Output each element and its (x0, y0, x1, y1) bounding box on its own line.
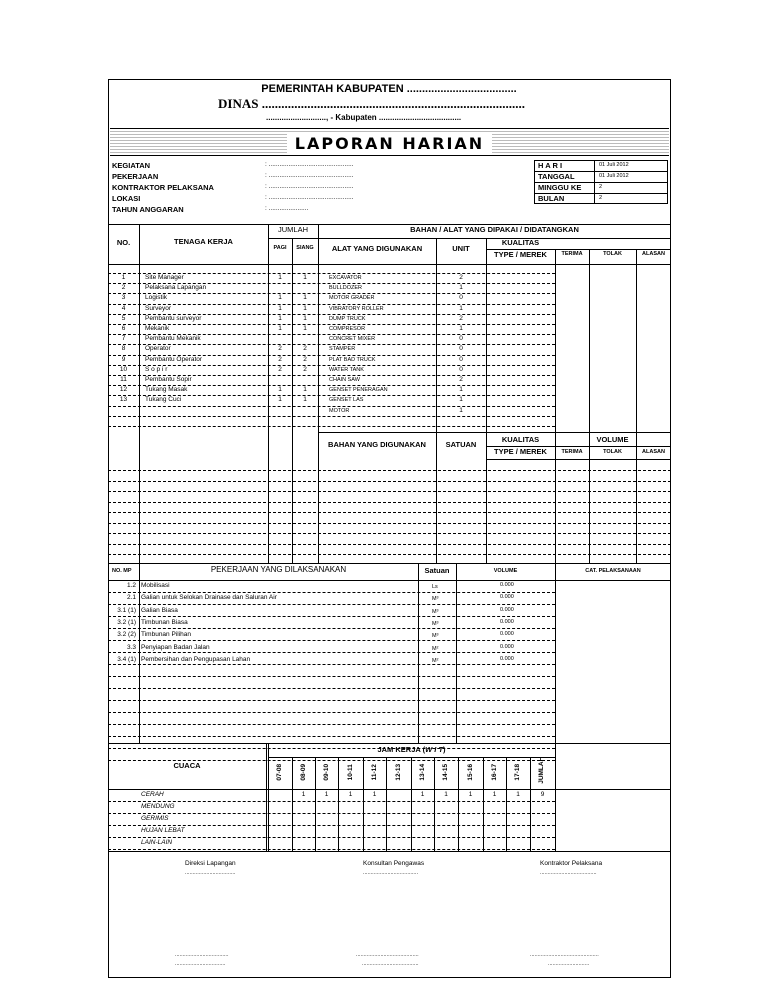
work-no: 2.1 (126, 594, 136, 602)
labor-name: Pembantu Operator (145, 355, 203, 363)
equipment-unit: 0 (459, 355, 463, 363)
rule-line (108, 481, 671, 482)
equipment-name: WATER TANK (329, 366, 364, 373)
equipment-unit: 2 (459, 274, 463, 281)
work-name: Timbunan Pilihan (141, 631, 191, 639)
info-label: KONTRAKTOR PELAKSANA (112, 183, 214, 192)
labor-no: 8 (121, 345, 126, 353)
rule-line (108, 628, 555, 629)
volume-header: VOLUME (596, 435, 629, 444)
info-value: : ............................................... (265, 183, 354, 190)
rule-line (108, 724, 555, 725)
weather-condition: LAIN-LAIN (141, 839, 173, 846)
weather-mark: 1 (468, 791, 473, 798)
work-unit: M³ (432, 620, 439, 627)
kualitas-header: KUALITAS (501, 238, 540, 247)
hour-label: 12-13 (394, 763, 402, 781)
header-line-3: ..........................., - Kabupaten ..................................... (266, 113, 462, 122)
rule-line (108, 688, 555, 689)
signature-nip-line: ................................. (175, 961, 226, 967)
labor-no: 6 (121, 325, 126, 332)
signature-role: Konsultan Pengawas (363, 860, 425, 867)
labor-name: Pembantu Sopir (145, 376, 192, 383)
labor-no: 10 (119, 365, 128, 373)
equipment-unit: 1 (459, 304, 463, 312)
rule-line (108, 652, 555, 653)
column-line (456, 563, 457, 743)
work-no: 3.3 (126, 643, 136, 651)
info-label: TAHUN ANGGARAN (112, 205, 184, 214)
labor-pagi: 2 (278, 345, 282, 353)
rule-line (108, 491, 671, 492)
rule-line (108, 324, 555, 325)
hour-label: 17-18 (513, 763, 521, 781)
labor-pagi: 2 (278, 365, 282, 373)
rule-line (486, 459, 671, 460)
labor-pagi: 1 (278, 314, 282, 322)
rule-line (108, 700, 555, 701)
equipment-name: MOTOR GRADER (329, 295, 375, 302)
labor-siang: 2 (303, 345, 307, 353)
tolak-header: TOLAK (603, 251, 622, 257)
rule-line (555, 249, 671, 250)
weather-mark: 1 (324, 791, 329, 798)
rule-line (108, 664, 555, 665)
labor-no: 13 (119, 396, 128, 404)
work-no: 3.2 (1) (117, 618, 136, 626)
labor-no: 9 (121, 355, 126, 363)
form-frame (108, 79, 671, 978)
labor-name: Pembantu surveyor (145, 314, 202, 322)
hour-label: 13-14 (418, 763, 426, 781)
column-line (636, 249, 637, 564)
bahan-alat-header: BAHAN / ALAT YANG DIPAKAI / DIDATANGKAN (410, 225, 579, 234)
labor-name: Mekanik (145, 325, 170, 332)
weather-mark: 1 (348, 791, 353, 798)
type-merek-header: TYPE / MEREK (494, 250, 547, 259)
hour-label: 08-09 (299, 763, 307, 781)
rule-line (108, 825, 555, 826)
weather-mark: 1 (301, 791, 306, 798)
date-value: 01 Juli 2012 (599, 173, 629, 179)
rule-line (108, 837, 555, 838)
rule-line (108, 813, 555, 814)
signature-name-line: ................................... (175, 952, 229, 958)
satuan-work-header: Satuan (424, 566, 450, 575)
date-label: MINGGU KE (538, 183, 582, 192)
column-line (139, 563, 140, 743)
info-value: : ............................................... (265, 172, 354, 179)
rule-line (108, 554, 671, 555)
info-label: KEGIATAN (112, 161, 151, 170)
pekerjaan-header: PEKERJAAN YANG DILAKSANAKAN (210, 565, 347, 574)
labor-pagi: 1 (278, 294, 282, 302)
signature-nip-line: ..................................... (362, 961, 419, 967)
equipment-unit: 0 (459, 294, 463, 302)
hour-label: 11-12 (370, 764, 378, 781)
rule-line (108, 544, 671, 545)
rule-line (108, 293, 555, 294)
volume-work-header: VOLUME (493, 568, 518, 574)
kualitas-header-2: KUALITAS (501, 435, 540, 444)
labor-pagi: 1 (278, 274, 282, 281)
work-unit: M³ (432, 596, 439, 603)
signature-role: Direksi Lapangan (185, 860, 236, 867)
weather-mark: 1 (444, 791, 448, 798)
rule-line (108, 676, 555, 677)
labor-siang: 2 (303, 355, 307, 363)
work-volume: 0.000 (500, 582, 514, 588)
info-label: PEKERJAAN (112, 172, 159, 181)
labor-name: S o p i r (145, 365, 168, 373)
labor-siang: 1 (303, 304, 307, 312)
weather-mark: 1 (420, 791, 425, 798)
info-value: : ............................................... (265, 194, 354, 201)
labor-name: Pembantu Mekanik (145, 335, 201, 343)
column-line (589, 249, 590, 564)
work-volume: 0.000 (500, 655, 514, 662)
labor-siang: 1 (303, 294, 307, 302)
jumlah-label: JUMLAH (537, 756, 545, 784)
hour-label: 07-08 (275, 763, 283, 781)
column-line (266, 743, 267, 851)
labor-siang: 1 (303, 325, 307, 332)
weather-mark: 1 (492, 791, 497, 798)
date-label: H A R I (538, 161, 563, 170)
equipment-unit: 1 (459, 396, 463, 404)
alasan-header-2: ALASAN (642, 449, 665, 455)
labor-no: 12 (119, 386, 128, 394)
rule-line (108, 344, 555, 345)
equipment-name: GENSET LAS (329, 397, 364, 404)
terima-header-2: TERIMA (561, 449, 583, 455)
equipment-name: MOTOR (329, 407, 350, 414)
pagi-header: PAGI (273, 245, 287, 251)
labor-no: 4 (121, 304, 126, 312)
rule-line (108, 406, 555, 407)
hour-label: 14-15 (441, 763, 449, 781)
column-line (555, 249, 556, 564)
equipment-unit: 1 (459, 284, 463, 292)
labor-no: 7 (121, 335, 126, 343)
work-no: 3.4 (1) (117, 655, 136, 663)
rule-line (108, 616, 555, 617)
work-name: Galian Biasa (141, 606, 178, 614)
signature-role: Kontraktor Pelaksana (540, 860, 603, 867)
signature-name-line: ......................................... (356, 952, 419, 958)
no-header: NO. (116, 238, 131, 247)
rule-line (108, 533, 671, 534)
labor-pagi: 2 (278, 355, 282, 363)
rule-line (108, 604, 555, 605)
column-line (139, 224, 140, 564)
page-title: LAPORAN HARIAN (287, 134, 492, 153)
work-volume: 0.000 (500, 594, 514, 601)
weather-condition: GERIMIS (141, 815, 169, 822)
work-name: Pembersihan dan Pengupasan Lahan (141, 655, 251, 663)
date-label: TANGGAL (538, 172, 575, 181)
work-unit: M² (432, 645, 439, 652)
labor-siang: 2 (303, 365, 307, 373)
equipment-unit: 1 (459, 325, 463, 332)
equipment-name: GENSET PENERAGAN (329, 387, 388, 394)
work-volume: 0.000 (500, 618, 514, 625)
labor-no: 1 (121, 274, 126, 281)
labor-name: Pelaksana Lapangan (145, 284, 207, 292)
work-name: Timbunan Biasa (141, 618, 188, 626)
labor-pagi: 1 (278, 396, 282, 404)
labor-pagi: 1 (278, 325, 282, 332)
signature-dots: ................................. (185, 870, 236, 876)
work-unit: M² (432, 657, 439, 664)
signature-dots: .................................... (363, 870, 419, 876)
work-name: Mobilisasi (141, 582, 170, 589)
labor-pagi: 1 (278, 304, 282, 312)
date-label: BULAN (538, 194, 565, 203)
type-merek-header-2: TYPE / MEREK (494, 447, 547, 456)
equipment-name: CHAIN SAW (329, 377, 360, 383)
rule-line (108, 426, 555, 427)
work-unit: Ls (432, 584, 438, 590)
equipment-name: VIBRATORY ROLLER (329, 305, 384, 312)
weather-mark: 1 (372, 791, 377, 798)
header-line-2: DINAS ................................................................................. (218, 96, 525, 111)
siang-header: SIANG (296, 245, 314, 251)
bahan-header: BAHAN YANG DIGUNAKAN (328, 440, 426, 449)
work-no: 1.2 (126, 582, 136, 589)
equipment-name: CONCRET MIXER (329, 336, 376, 343)
wit-label: W I T (425, 745, 444, 754)
jumlah-header: JUMLAH (277, 225, 308, 234)
weather-total: 9 (540, 791, 545, 798)
rule-line (108, 592, 555, 593)
labor-no: 2 (121, 284, 126, 292)
rule-line (108, 789, 671, 790)
rule-line (108, 416, 555, 417)
weather-condition: CERAH (141, 791, 164, 798)
rule-line (108, 849, 555, 850)
labor-siang: 1 (303, 314, 307, 322)
rule-line (108, 512, 671, 513)
work-unit: M³ (432, 633, 439, 640)
equipment-name: COMPRESOR (329, 326, 366, 332)
labor-name: Operator (145, 345, 171, 353)
equipment-unit: 0 (459, 365, 463, 373)
labor-no: 3 (121, 294, 126, 302)
rule-line (108, 304, 555, 305)
rule-line (108, 563, 671, 564)
labor-siang: 1 (303, 274, 307, 281)
rule-line (108, 640, 555, 641)
paren: ) (443, 745, 446, 754)
equipment-unit: 2 (459, 314, 463, 322)
equipment-unit: 1 (459, 406, 463, 414)
work-name: Galian untuk Selokan Drainase dan Saluran Air (141, 594, 277, 602)
unit-header: UNIT (452, 244, 470, 253)
rule-line (108, 523, 671, 524)
rule-line (108, 801, 555, 802)
weather-mark: 1 (516, 791, 520, 798)
work-volume: 0.000 (500, 631, 514, 638)
equipment-name: EXCAVATOR (329, 275, 362, 281)
equipment-unit: 0 (459, 335, 463, 343)
work-unit: M³ (432, 608, 439, 615)
work-volume: 0.000 (500, 606, 514, 613)
work-no: 3.2 (2) (117, 631, 136, 639)
labor-no: 11 (120, 376, 127, 383)
hour-label: 15-16 (466, 763, 474, 781)
weather-condition: MENDUNG (141, 803, 175, 810)
work-volume: 0.000 (500, 643, 514, 650)
labor-name: Logistik (145, 294, 168, 302)
rule-line (108, 502, 671, 503)
info-value: : ............................................... (265, 161, 354, 168)
equipment-name: STAMPER (329, 346, 356, 353)
rule-line (318, 432, 671, 433)
labor-name: Tukang Cuci (145, 396, 182, 404)
rule-line (108, 712, 555, 713)
rule-line (268, 238, 318, 239)
rule-line (108, 470, 671, 471)
equipment-unit: 2 (459, 376, 463, 383)
work-no: 3.1 (1) (117, 606, 136, 614)
equipment-unit: 1 (459, 386, 463, 394)
labor-siang: 1 (303, 396, 307, 404)
equipment-name: PLAT BAD TRUCK (329, 356, 376, 363)
tenaga-kerja-header: TENAGA KERJA (174, 237, 233, 246)
satuan-header: SATUAN (445, 440, 477, 449)
labor-pagi: 1 (278, 386, 282, 394)
jam-kerja-header (268, 746, 555, 754)
alat-header: ALAT YANG DIGUNAKAN (331, 244, 423, 253)
column-line (555, 757, 556, 851)
header-line-1: PEMERINTAH KABUPATEN .................................... (261, 83, 517, 95)
labor-siang: 1 (303, 386, 307, 394)
column-line (318, 224, 319, 564)
rule-line (108, 365, 555, 366)
rule-line (108, 851, 671, 852)
equipment-name: DUMP TRUCK (329, 315, 366, 322)
hour-label: 09-10 (322, 763, 330, 781)
date-value: 2 (599, 184, 603, 190)
no-mp-header: NO. MP (112, 568, 132, 574)
labor-no: 5 (121, 314, 126, 322)
info-value: : ...................... (265, 205, 309, 212)
equipment-name: BULLDOZER (329, 285, 363, 292)
info-label: LOKASI (112, 194, 141, 203)
signature-name-line: ............................................. (530, 952, 599, 958)
terima-header: TERIMA (561, 251, 583, 257)
catatan-header: CAT. PELAKSANAAN (585, 568, 641, 574)
date-value: 01 Juli 2012 (599, 162, 629, 168)
labor-name: Site Manager (145, 274, 184, 281)
title-banner (110, 128, 669, 156)
date-value: 2 (599, 195, 603, 201)
cuaca-header: CUACA (173, 761, 201, 770)
weather-condition: HUJAN LEBAT (141, 827, 185, 834)
equipment-unit: 0 (459, 345, 463, 353)
rule-line (108, 743, 671, 744)
rule-line (108, 580, 671, 581)
jam-kerja-label: JAM KERJA ( (377, 745, 426, 754)
hour-label: 16-17 (490, 763, 498, 781)
tolak-header-2: TOLAK (603, 449, 622, 455)
signature-dots: ..................................... (540, 870, 597, 876)
labor-name: Surveyor (145, 304, 172, 312)
signature-nip-line: ........................... (548, 961, 590, 967)
alasan-header: ALASAN (642, 251, 665, 257)
hour-label: 10-11 (346, 764, 354, 781)
work-name: Penyiapan Badan Jalan (141, 643, 210, 651)
column-line (486, 238, 487, 564)
rule-line (108, 264, 671, 265)
rule-line (108, 736, 555, 737)
labor-name: Tukang Masak (145, 386, 188, 394)
column-line (418, 563, 419, 743)
